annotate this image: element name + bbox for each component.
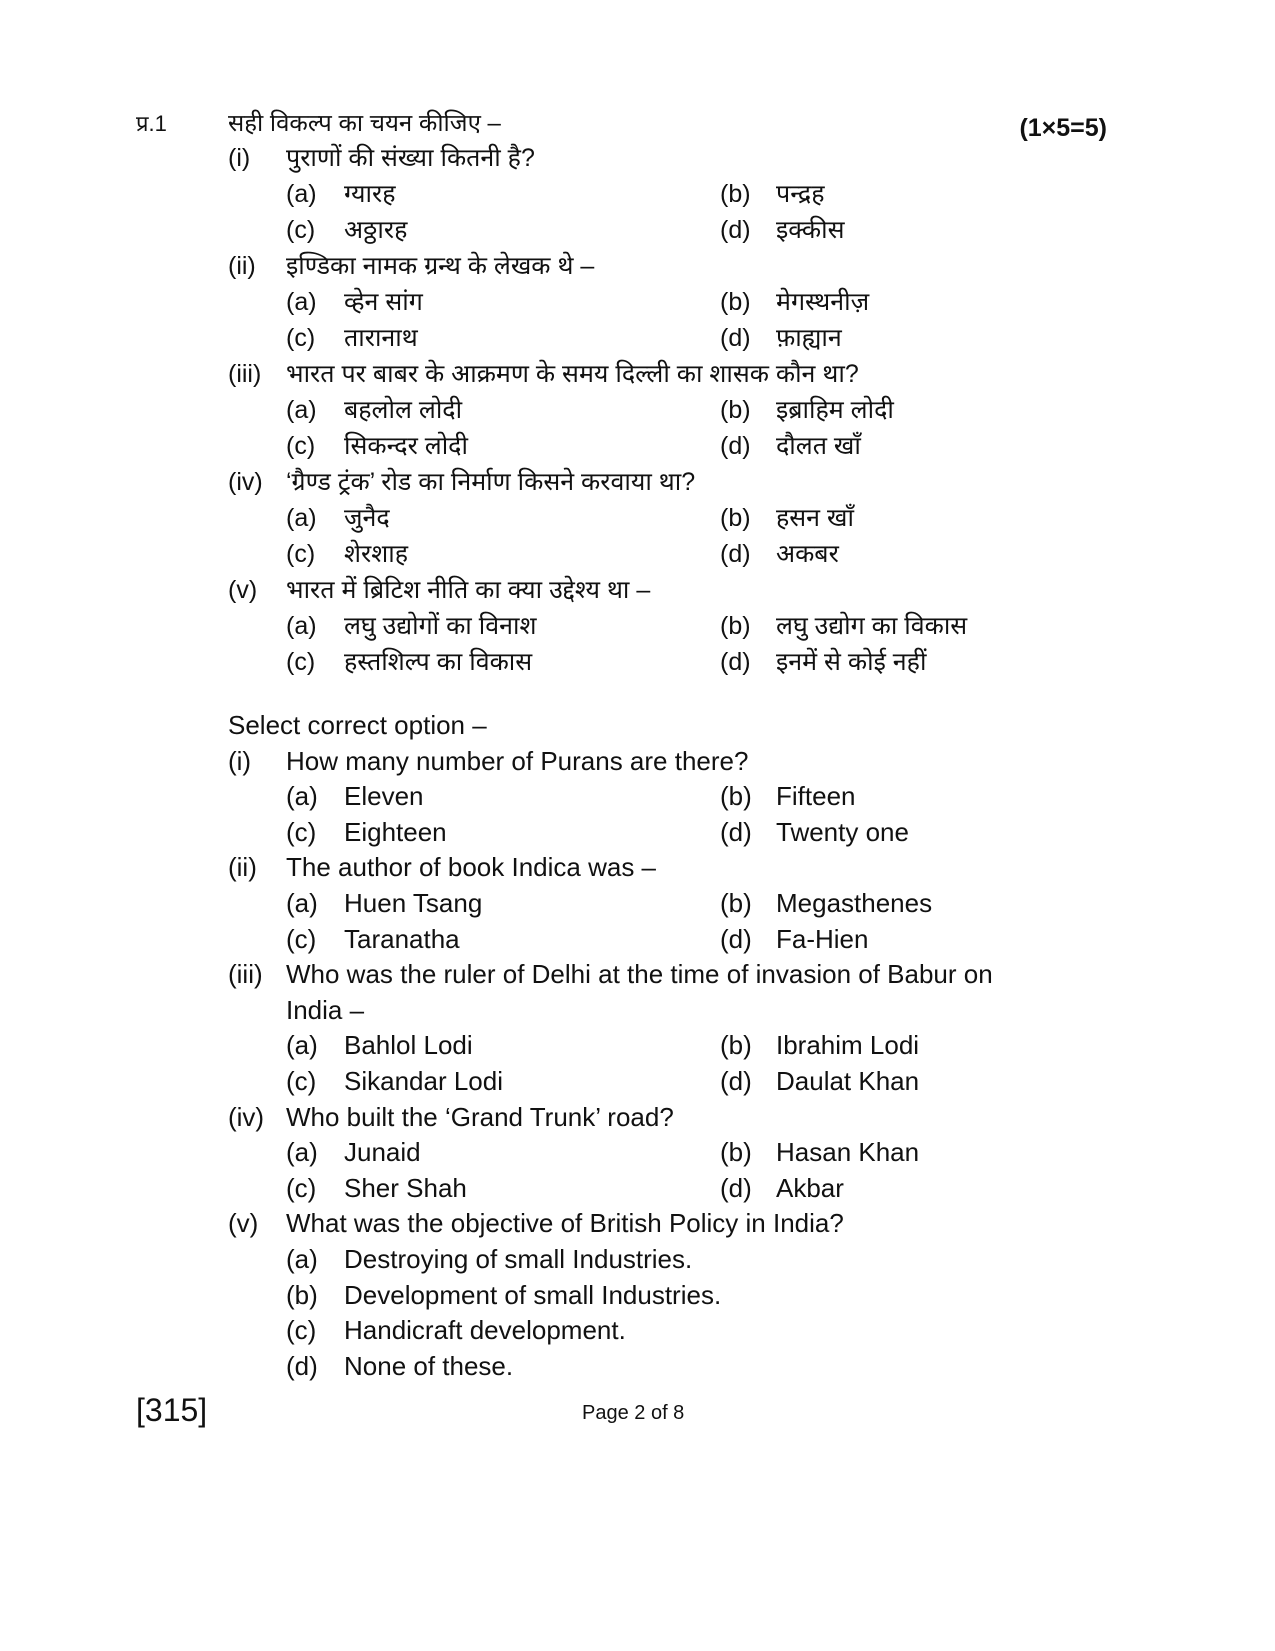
option-text: Fa-Hien (776, 923, 869, 954)
option-label: (d) (720, 1065, 752, 1096)
option-text: इक्कीस (776, 216, 845, 244)
option-label: (d) (720, 816, 752, 847)
question-text: पुराणों की संख्या कितनी है? (286, 144, 535, 172)
option-row (0, 608, 1275, 644)
question-text: What was the objective of British Policy in India? (286, 1208, 844, 1239)
option-text: जुनैद (344, 504, 390, 532)
option-label: (d) (720, 432, 751, 460)
option-label: (a) (286, 887, 318, 918)
option-row (0, 886, 1275, 922)
option-text: Akbar (776, 1172, 844, 1203)
page-number: Page 2 of 8 (582, 1402, 685, 1424)
option-text: सिकन्दर लोदी (344, 432, 468, 460)
option-label: (d) (720, 216, 751, 244)
option-label: (a) (286, 612, 317, 640)
option-text: लघु उद्योग का विकास (776, 612, 968, 640)
question-text: ‘ग्रैण्ड ट्रंक’ रोड का निर्माण किसने करवाया था? (286, 468, 696, 496)
option-text: Taranatha (344, 923, 460, 954)
option-text: None of these. (344, 1350, 514, 1381)
option-label: (b) (720, 887, 752, 918)
option-row (0, 500, 1275, 536)
option-label: (a) (286, 1137, 318, 1168)
question-roman-number: (v) (228, 576, 258, 604)
option-label: (b) (720, 180, 751, 208)
question-row (0, 464, 1275, 500)
option-label: (d) (720, 1172, 752, 1203)
option-text: Development of small Industries. (344, 1279, 722, 1310)
option-label: (a) (286, 180, 317, 208)
option-row (0, 320, 1275, 356)
option-row (0, 1135, 1275, 1171)
option-text: ग्यारह (344, 180, 396, 208)
option-text: इब्राहिम लोदी (776, 396, 894, 424)
option-label: (b) (720, 504, 751, 532)
option-text: इनमें से कोई नहीं (776, 648, 927, 676)
option-label: (c) (286, 923, 317, 954)
option-row (0, 922, 1275, 958)
option-label: (a) (286, 1243, 318, 1274)
option-text: पन्द्रह (776, 180, 825, 208)
option-label: (c) (286, 1065, 317, 1096)
question-row (0, 248, 1275, 284)
option-label: (a) (286, 504, 317, 532)
option-label: (c) (286, 432, 316, 460)
option-text: दौलत खाँ (776, 432, 861, 460)
option-text: अठ्ठारह (344, 216, 408, 244)
paper-code: [315] (136, 1392, 208, 1428)
instruction-hindi: सही विकल्प का चयन कीजिए – (228, 110, 501, 137)
question-text: भारत में ब्रिटिश नीति का क्या उद्देश्य था – (286, 576, 651, 604)
option-row (0, 815, 1275, 851)
option-label: (d) (720, 540, 751, 568)
option-row (0, 1313, 1275, 1349)
question-text: Who built the ‘Grand Trunk’ road? (286, 1101, 674, 1132)
option-label: (d) (720, 324, 751, 352)
option-label: (b) (286, 1279, 318, 1310)
option-label: (b) (720, 288, 751, 316)
option-row (0, 1171, 1275, 1207)
option-label: (c) (286, 216, 316, 244)
question-text: इण्डिका नामक ग्रन्थ के लेखक थे – (286, 252, 595, 280)
option-text: Eighteen (344, 816, 447, 847)
question-roman-number: (ii) (228, 852, 257, 883)
option-label: (c) (286, 324, 316, 352)
option-text: Hasan Khan (776, 1137, 920, 1168)
question-header (0, 104, 1275, 140)
question-roman-number: (iii) (228, 360, 262, 388)
question-row (0, 572, 1275, 608)
question-row (0, 140, 1275, 176)
option-row (0, 212, 1275, 248)
option-label: (b) (720, 1030, 752, 1061)
option-row (0, 1278, 1275, 1314)
option-row (0, 428, 1275, 464)
option-text: Handicraft development. (344, 1315, 626, 1346)
question-roman-number: (iv) (228, 468, 263, 496)
question-text: भारत पर बाबर के आक्रमण के समय दिल्ली का शासक कौन था? (286, 360, 859, 388)
option-text: Twenty one (776, 816, 909, 847)
question-roman-number: (i) (228, 144, 251, 172)
question-text: How many number of Purans are there? (286, 745, 749, 776)
marks-label: (1×5=5) (1019, 114, 1107, 142)
option-text: लघु उद्योगों का विनाश (344, 612, 537, 640)
option-text: अकबर (776, 540, 839, 568)
question-row (0, 1100, 1275, 1136)
hindi-section (0, 140, 1275, 680)
question-roman-number: (iv) (228, 1101, 265, 1132)
option-text: Eleven (344, 781, 424, 812)
option-text: Fifteen (776, 781, 856, 812)
option-row (0, 536, 1275, 572)
option-label: (c) (286, 1172, 317, 1203)
instruction-row (0, 708, 1275, 744)
question-roman-number: (i) (228, 745, 252, 776)
option-label: (c) (286, 816, 317, 847)
option-text: बहलोल लोदी (344, 396, 463, 424)
question-row (0, 356, 1275, 392)
option-label: (c) (286, 540, 316, 568)
option-label: (b) (720, 612, 751, 640)
option-label: (b) (720, 1137, 752, 1168)
option-row (0, 1242, 1275, 1278)
question-row (0, 850, 1275, 886)
option-label: (d) (720, 648, 751, 676)
option-text: शेरशाह (344, 540, 408, 568)
question-roman-number: (iii) (228, 959, 263, 990)
question-text: Who was the ruler of Delhi at the time of invasion of Babur on India – (286, 959, 993, 1025)
option-text: Bahlol Lodi (344, 1030, 473, 1061)
question-roman-number: (ii) (228, 252, 256, 280)
question-text: The author of book Indica was – (286, 852, 657, 883)
option-text: तारानाथ (344, 324, 418, 352)
option-text: Daulat Khan (776, 1065, 920, 1096)
option-label: (a) (286, 288, 317, 316)
question-roman-number: (v) (228, 1208, 259, 1239)
option-row (0, 644, 1275, 680)
option-label: (b) (720, 396, 751, 424)
option-text: Junaid (344, 1137, 421, 1168)
option-text: Sikandar Lodi (344, 1065, 503, 1096)
question-number: प्र.1 (136, 111, 167, 136)
option-label: (c) (286, 648, 316, 676)
option-label: (c) (286, 1315, 317, 1346)
question-row (0, 1206, 1275, 1242)
option-label: (a) (286, 781, 318, 812)
option-row (0, 1028, 1275, 1064)
option-text: हसन खाँ (776, 504, 854, 532)
option-row (0, 779, 1275, 815)
english-section (0, 708, 1275, 1384)
option-text: Ibrahim Lodi (776, 1030, 920, 1061)
option-label: (a) (286, 396, 317, 424)
option-row (0, 1349, 1275, 1385)
option-row (0, 1064, 1275, 1100)
option-label: (d) (720, 923, 752, 954)
option-text: Huen Tsang (344, 887, 483, 918)
question-row (0, 744, 1275, 780)
option-row (0, 392, 1275, 428)
option-label: (a) (286, 1030, 318, 1061)
instruction-english: Select correct option – (228, 710, 487, 740)
question-row (0, 957, 1275, 1028)
option-text: Megasthenes (776, 887, 933, 918)
option-text: हस्तशिल्प का विकास (344, 648, 533, 676)
option-row (0, 284, 1275, 320)
option-text: मेगस्थनीज़ (776, 288, 870, 316)
option-text: व्हेन सांग (344, 288, 423, 316)
option-label: (d) (286, 1350, 318, 1381)
option-text: Destroying of small Industries. (344, 1243, 693, 1274)
option-row (0, 176, 1275, 212)
option-text: Sher Shah (344, 1172, 467, 1203)
option-text: फ़ाह्यान (776, 324, 842, 352)
option-label: (b) (720, 781, 752, 812)
